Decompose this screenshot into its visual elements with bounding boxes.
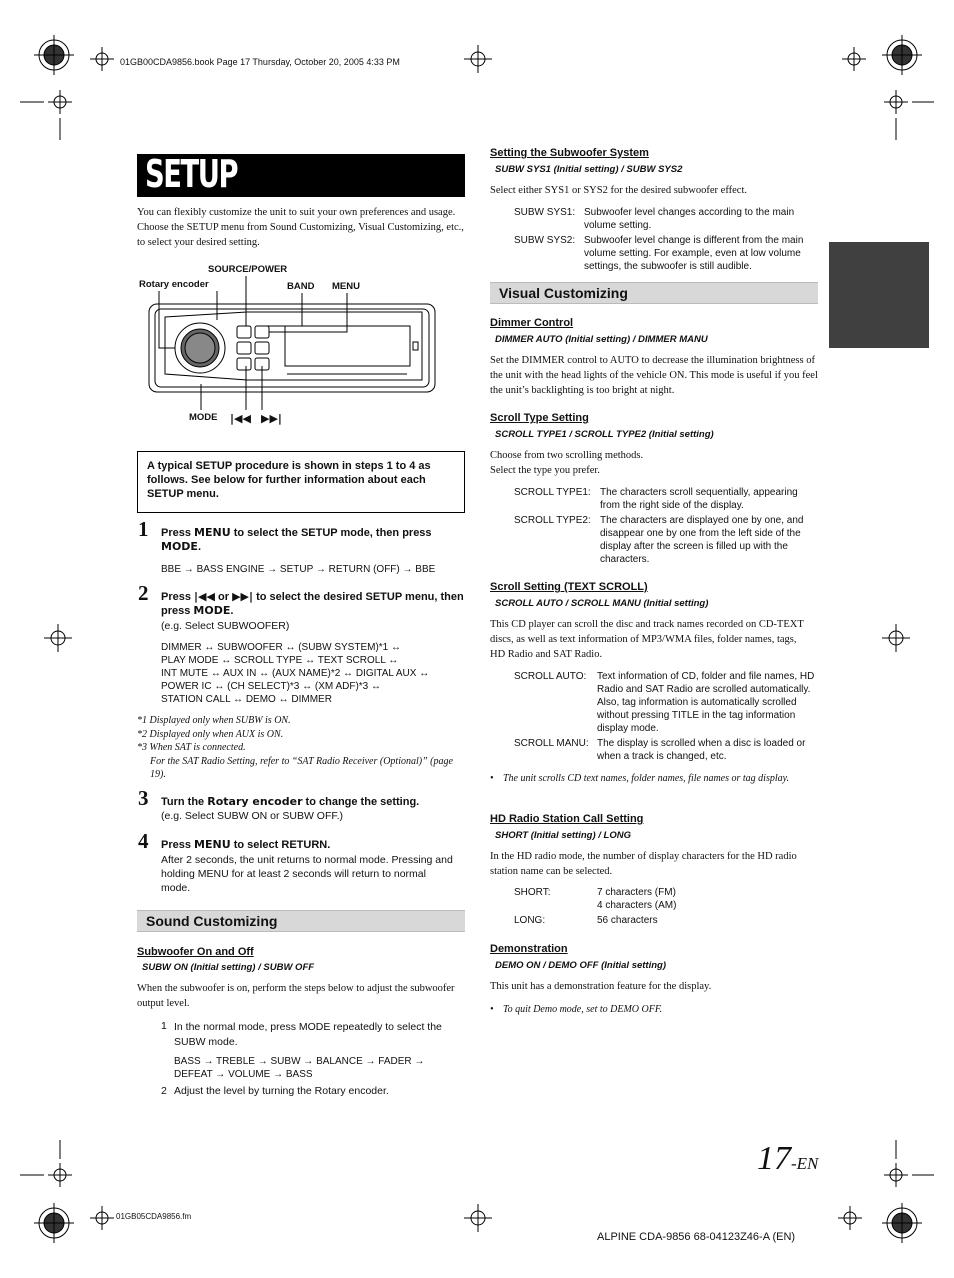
crosshair-icon — [20, 90, 72, 140]
def-term: SHORT: — [514, 887, 551, 898]
subwoofer-step-1: In the normal mode, press MODE repeatedly to select the SUBW mode. — [174, 1021, 442, 1048]
page-number-suffix: -EN — [791, 1154, 819, 1173]
def-term: SCROLL TYPE1: — [514, 487, 591, 498]
subw-system-title: Setting the Subwoofer System — [490, 147, 649, 159]
footnotes — [137, 714, 465, 782]
subwoofer-desc: When the subwoofer is on, perform the steps below to adjust the subwoofer output level. — [137, 983, 455, 1009]
step-text-part: to change the setting. — [302, 796, 420, 808]
scroll-type-desc — [490, 448, 818, 478]
note-text: The unit scrolls CD text names, folder names, file names or tag display. — [503, 773, 790, 784]
crosshair-icon — [464, 45, 492, 73]
footer-model: ALPINE CDA-9856 68-04123Z46-A (EN) — [597, 1231, 796, 1243]
subw-system-settings: SUBW SYS1 (Initial setting) / SUBW SYS2 — [495, 164, 683, 175]
section-heading: Visual Customizing — [499, 285, 628, 301]
subwoofer-settings: SUBW ON (Initial setting) / SUBW OFF — [142, 962, 315, 973]
section-sound-customizing — [137, 910, 465, 932]
def-term: SCROLL TYPE2: — [514, 515, 591, 526]
crosshair-icon — [44, 624, 72, 652]
step-2-flow — [161, 641, 465, 706]
dimmer-title: Dimmer Control — [490, 317, 574, 329]
key-mode: MODE — [161, 540, 198, 553]
step-4-detail: After 2 seconds, the unit returns to normal mode. Pressing and holding MENU for at least 2 seconds will return to normal mode. — [161, 854, 453, 894]
key-menu: MENU — [194, 838, 231, 851]
step-2-text — [161, 590, 465, 618]
header-file-info: 01GB00CDA9856.book Page 17 Thursday, October 20, 2005 4:33 PM — [120, 57, 400, 67]
desc-line: Choose from two scrolling methods. — [490, 450, 644, 461]
footer-file: 01GB05CDA9856.fm — [116, 1212, 192, 1221]
step-3-example: (e.g. Select SUBW ON or SUBW OFF.) — [161, 810, 344, 822]
registration-mark-icon — [882, 35, 922, 75]
scroll-type-title: Scroll Type Setting — [490, 412, 589, 424]
flow-line: POWER IC ↔ (CH SELECT)*3 ↔ (XM ADF)*3 ↔ — [161, 681, 382, 692]
scroll-setting-desc: This CD player can scroll the disc and track names recorded on CD-TEXT discs, as well as text information of MP3/WMA files, folder names, tags, HD Radio and SAT Radio. — [490, 619, 804, 660]
subw-system-desc: Select either SYS1 or SYS2 for the desired subwoofer effect. — [490, 185, 747, 196]
dimmer-desc: Set the DIMMER control to AUTO to decrease the illumination brightness of the unit with the head lights of the vehicle ON. This mode is useful if you feel the unit’s backlighting is too bright at night. — [490, 355, 818, 396]
scroll-setting-title: Scroll Setting (TEXT SCROLL) — [490, 581, 648, 593]
def-term: LONG: — [514, 915, 546, 926]
note-text: To quit Demo mode, set to DEMO OFF. — [503, 1004, 663, 1015]
def-desc: Subwoofer level change is different from the main volume setting. For example, even at low volume settings, the subwoofer is still audible. — [584, 235, 804, 272]
page-title: SETUP — [145, 152, 238, 196]
crosshair-icon — [884, 1140, 934, 1187]
crosshair-icon — [884, 90, 934, 140]
title-bar — [137, 154, 465, 197]
crosshair-icon — [838, 1206, 862, 1230]
step-text-part: Press — [161, 839, 195, 851]
def-term: SUBW SYS2: — [514, 235, 576, 246]
label-band: BAND — [287, 281, 315, 292]
step-number: 4 — [138, 829, 149, 853]
def-desc: The characters are displayed one by one, and disappear one by one from the left side of the display after the screen is filled up with the characters. — [600, 515, 804, 565]
key-mode: MODE — [193, 604, 231, 617]
step-text-part: Press — [161, 527, 195, 539]
def-desc: The display is scrolled when a disc is loaded or when a track is changed, etc. — [597, 738, 806, 762]
step-number: 1 — [138, 517, 149, 541]
label-mode: MODE — [189, 412, 218, 423]
hd-radio-title: HD Radio Station Call Setting — [490, 813, 644, 825]
flow-line: DIMMER ↔ SUBWOOFER ↔ (SUBW SYSTEM)*1 ↔ — [161, 642, 402, 653]
next-track-icon: ▶▶| — [261, 412, 282, 425]
list-number: 2 — [161, 1085, 167, 1097]
crosshair-icon — [882, 624, 910, 652]
step-number: 2 — [138, 581, 149, 605]
crosshair-icon — [842, 47, 866, 71]
registration-mark-icon — [882, 1203, 922, 1243]
registration-mark-icon — [34, 1203, 74, 1243]
step-text-part: to select RETURN. — [230, 839, 331, 851]
key-rotary-encoder: Rotary encoder — [207, 795, 303, 808]
desc-line: Select the type you prefer. — [490, 465, 600, 476]
procedure-box-text: A typical SETUP procedure is shown in steps 1 to 4 as follows. See below for further information about each SETUP menu. — [147, 460, 431, 500]
section-visual-customizing — [490, 282, 818, 304]
subwoofer-title: Subwoofer On and Off — [137, 946, 254, 958]
label-rotary-encoder: Rotary encoder — [139, 279, 209, 290]
list-number: 1 — [161, 1020, 167, 1032]
side-tab — [829, 242, 929, 348]
def-term: SCROLL AUTO: — [514, 671, 587, 682]
prev-track-icon: |◀◀ — [194, 590, 215, 603]
label-source-power: SOURCE/POWER — [208, 264, 288, 275]
step-1-flow: BBE → BASS ENGINE → SETUP → RETURN (OFF) → BBE — [161, 564, 436, 575]
page-number-value: 17 — [757, 1140, 791, 1177]
step-2-example: (e.g. Select SUBWOOFER) — [161, 620, 290, 632]
def-desc: The characters scroll sequentially, appearing from the right side of the display. — [600, 487, 798, 511]
step-text-part: to select the desired SETUP menu, then press — [161, 591, 464, 617]
flow-line: PLAY MODE ↔ SCROLL TYPE ↔ TEXT SCROLL ↔ — [161, 655, 399, 666]
def-desc: 7 characters (FM) — [597, 887, 676, 898]
procedure-box — [137, 451, 465, 513]
hd-radio-desc: In the HD radio mode, the number of display characters for the HD radio station name can be selected. — [490, 851, 797, 877]
step-text-part: or — [214, 591, 233, 603]
subwoofer-flow: BASS → TREBLE → SUBW → BALANCE → FADER → DEFEAT → VOLUME → BASS — [174, 1056, 425, 1080]
bullet-icon: • — [490, 773, 494, 784]
step-number: 3 — [138, 786, 149, 810]
crosshair-icon — [464, 1204, 492, 1232]
step-1-text — [161, 526, 465, 554]
step-text-part: to select the SETUP mode, then press — [230, 527, 432, 539]
demo-note — [490, 1003, 810, 1017]
demo-title: Demonstration — [490, 943, 568, 955]
step-4-text — [161, 838, 465, 852]
intro-text: You can flexibly customize the unit to suit your own preferences and usage. Choose the SETUP menu from Sound Customizing, Visual Customizing, etc., to select your desired setting. — [137, 207, 464, 248]
demo-desc: This unit has a demonstration feature for the display. — [490, 981, 712, 992]
flow-line: STATION CALL ↔ DEMO ↔ DIMMER — [161, 694, 332, 705]
section-heading: Sound Customizing — [146, 913, 278, 929]
prev-track-icon: |◀◀ — [230, 412, 251, 425]
footnote: *3 When SAT is connected. — [137, 742, 246, 753]
key-menu: MENU — [194, 526, 231, 539]
footnote: *1 Displayed only when SUBW is ON. — [137, 715, 291, 726]
subwoofer-step-2: Adjust the level by turning the Rotary encoder. — [174, 1085, 389, 1097]
crosshair-icon — [90, 1206, 114, 1230]
dimmer-settings: DIMMER AUTO (Initial setting) / DIMMER MANU — [495, 334, 708, 345]
step-text-part: . — [230, 605, 234, 617]
def-desc: 56 characters — [597, 915, 658, 926]
crosshair-icon — [20, 1140, 72, 1187]
step-text-part: Press — [161, 591, 195, 603]
crosshair-icon — [90, 47, 114, 71]
next-track-icon: ▶▶| — [232, 590, 254, 603]
step-text-part: . — [197, 541, 202, 553]
scroll-type-settings: SCROLL TYPE1 / SCROLL TYPE2 (Initial setting) — [495, 429, 714, 440]
hd-radio-settings: SHORT (Initial setting) / LONG — [495, 830, 631, 841]
flow-line: INT MUTE ↔ AUX IN ↔ (AUX NAME)*2 ↔ DIGITAL AUX ↔ — [161, 668, 430, 679]
def-desc: 4 characters (AM) — [597, 900, 677, 911]
def-desc: Text information of CD, folder and file names, HD Radio and SAT Radio are scrolled automatically. Also, tag information is automatically scrolled without pressing TITLE in the tag information display mode. — [597, 671, 815, 734]
bullet-icon: • — [490, 1004, 494, 1015]
def-term: SUBW SYS1: — [514, 207, 576, 218]
scroll-setting-note — [490, 772, 810, 786]
page-number — [757, 1140, 818, 1178]
footnote: For the SAT Radio Setting, refer to “SAT Radio Receiver (Optional)” (page 19). — [150, 755, 453, 780]
label-menu: MENU — [332, 281, 360, 292]
def-term: SCROLL MANU: — [514, 738, 589, 749]
step-text-part: Turn the — [161, 796, 208, 808]
device-diagram — [137, 262, 465, 432]
car-stereo-faceplate — [137, 262, 465, 432]
def-desc: Subwoofer level changes according to the main volume setting. — [584, 207, 795, 231]
footnote: *2 Displayed only when AUX is ON. — [137, 728, 284, 740]
step-3-text — [161, 795, 465, 809]
demo-settings: DEMO ON / DEMO OFF (Initial setting) — [495, 960, 666, 971]
scroll-setting-settings: SCROLL AUTO / SCROLL MANU (Initial setting) — [495, 598, 709, 609]
registration-mark-icon — [34, 35, 74, 75]
